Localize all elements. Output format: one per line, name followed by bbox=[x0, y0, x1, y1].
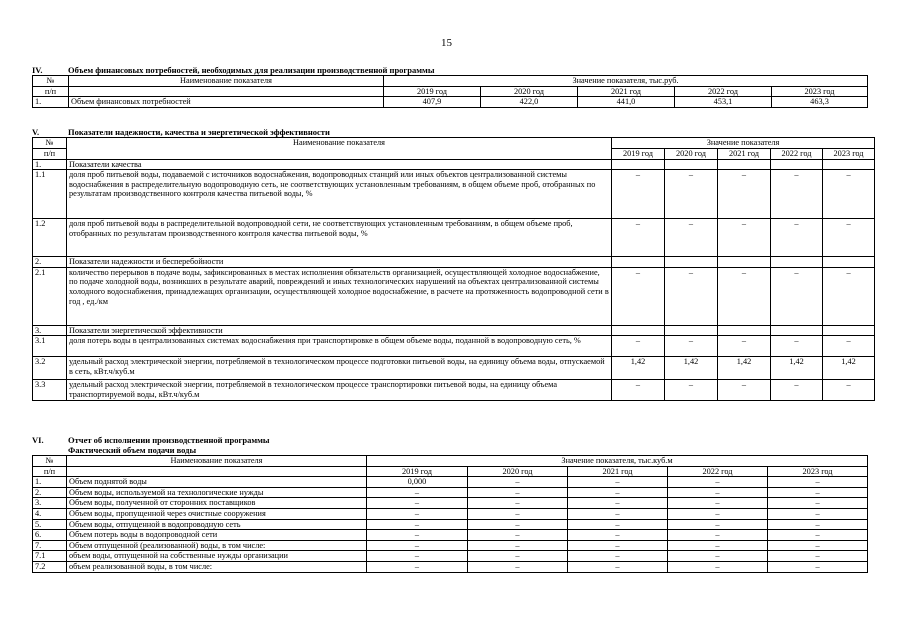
header-name: Наименование показателя bbox=[69, 76, 384, 87]
header-no-sub: п/п bbox=[33, 86, 69, 97]
section-subtitle: Фактический объем подачи воды bbox=[68, 445, 197, 455]
row-name: Показатели надежности и бесперебойности bbox=[67, 257, 612, 268]
value-cell: 1,42 bbox=[823, 357, 875, 380]
value-cell: – bbox=[468, 551, 568, 562]
value-cell: – bbox=[668, 519, 768, 530]
table-row bbox=[33, 97, 868, 108]
year-header: 2023 год bbox=[823, 148, 875, 159]
value-cell: 1,42 bbox=[718, 357, 771, 380]
section-program-report bbox=[32, 435, 868, 573]
value-cell: – bbox=[771, 170, 823, 219]
section-number: V. bbox=[32, 127, 40, 137]
table-row bbox=[33, 508, 868, 519]
value-cell: – bbox=[768, 508, 868, 519]
value-cell: – bbox=[668, 530, 768, 541]
section-financial-needs bbox=[32, 65, 868, 108]
value-cell: – bbox=[823, 380, 875, 401]
year-header: 2023 год bbox=[768, 466, 868, 477]
row-name: Объем воды, пропущенной через очистные сооружения bbox=[67, 508, 367, 519]
table-row bbox=[33, 357, 875, 380]
row-number: 2. bbox=[33, 257, 67, 268]
table-row bbox=[33, 498, 868, 509]
row-number: 4. bbox=[33, 508, 67, 519]
value-cell: – bbox=[768, 477, 868, 488]
table-row bbox=[33, 519, 868, 530]
section-heading bbox=[32, 435, 868, 445]
table-row bbox=[33, 530, 868, 541]
value-cell: – bbox=[612, 170, 665, 219]
section-number: IV. bbox=[32, 65, 43, 75]
value-cell: – bbox=[367, 508, 468, 519]
value-cell: – bbox=[468, 561, 568, 572]
value-cell: – bbox=[768, 530, 868, 541]
value-cell: – bbox=[771, 219, 823, 257]
section-heading bbox=[32, 127, 875, 137]
row-number: 7.1 bbox=[33, 551, 67, 562]
row-number: 3.1 bbox=[33, 336, 67, 357]
row-number: 1. bbox=[33, 97, 69, 108]
table-row bbox=[33, 561, 868, 572]
header-blank bbox=[67, 466, 367, 477]
row-number: 3. bbox=[33, 498, 67, 509]
reliability-table bbox=[32, 137, 875, 401]
row-number: 2.1 bbox=[33, 267, 67, 325]
row-name: Объем воды, полученной от сторонних поставщиков bbox=[67, 498, 367, 509]
value-cell: – bbox=[668, 487, 768, 498]
value-cell: – bbox=[823, 267, 875, 325]
row-number: 1. bbox=[33, 477, 67, 488]
header-no: № bbox=[33, 138, 67, 149]
row-name: объем воды, отпущенной на собственные нужды организации bbox=[67, 551, 367, 562]
value-cell: – bbox=[568, 519, 668, 530]
value-cell: – bbox=[665, 219, 718, 257]
header-no: № bbox=[33, 456, 67, 467]
value-cell: – bbox=[468, 487, 568, 498]
value-cell: – bbox=[468, 477, 568, 488]
section-title: Объем финансовых потребностей, необходимых для реализации производственной программы bbox=[68, 65, 435, 75]
value-cell: – bbox=[468, 530, 568, 541]
row-name: количество перерывов в подаче воды, зафиксированных в местах исполнения обязательств организацией, осуществляющей холодное водоснабжение, по подаче холодной воды, возникших в результате аварий, повреждений и иных технологических нарушений на объектах централизованной системы холодного водоснабжения, принадлежащих организации, осуществляющей холодное водоснабжение, в расчете на протяженность водопроводной сети в год , ед./км bbox=[67, 267, 612, 325]
year-header: 2023 год bbox=[772, 86, 868, 97]
value-cell: – bbox=[568, 498, 668, 509]
value-cell: – bbox=[668, 508, 768, 519]
row-name: доля проб питьевой воды, подаваемой с источников водоснабжения, водопроводных станций или иных объектов централизованной системы водоснабжения в распределительную водопроводную сеть, не соответствующих установленным требованиям, в общем объеме проб, отобранных по результатам производственного контроля качества питьевой воды, % bbox=[67, 170, 612, 219]
row-number: 7.2 bbox=[33, 561, 67, 572]
value-cell: – bbox=[367, 498, 468, 509]
value-cell: – bbox=[668, 498, 768, 509]
header-no: № bbox=[33, 76, 69, 87]
value-cell: – bbox=[568, 530, 668, 541]
row-name: доля проб питьевой воды в распределительной водопроводной сети, не соответствующих установленным требованиям, в общем объеме проб, отобранных по результатам производственного контроля качества питьевой воды, % bbox=[67, 219, 612, 257]
section-title: Отчет об исполнении производственной программы bbox=[68, 435, 270, 445]
value-cell: – bbox=[665, 380, 718, 401]
table-row bbox=[33, 551, 868, 562]
value-cell: – bbox=[665, 336, 718, 357]
value-cell: – bbox=[568, 561, 668, 572]
year-header: 2021 год bbox=[578, 86, 675, 97]
value-cell: 422,0 bbox=[481, 97, 578, 108]
row-name: Объем поднятой воды bbox=[67, 477, 367, 488]
value-cell: – bbox=[718, 380, 771, 401]
header-no-sub: п/п bbox=[33, 148, 67, 159]
value-cell: – bbox=[612, 336, 665, 357]
table-row bbox=[33, 336, 875, 357]
year-header: 2019 год bbox=[384, 86, 481, 97]
value-cell: 1,42 bbox=[612, 357, 665, 380]
year-header: 2019 год bbox=[367, 466, 468, 477]
value-cell: – bbox=[568, 487, 668, 498]
row-number: 3.2 bbox=[33, 357, 67, 380]
table-row bbox=[33, 380, 875, 401]
row-name: удельный расход электрической энергии, потребляемой в технологическом процессе подготовки питьевой воды, на единицу объема воды, отпускаемой в сеть, кВт.ч/куб.м bbox=[67, 357, 612, 380]
value-cell: – bbox=[568, 540, 668, 551]
row-name: Показатели качества bbox=[67, 159, 612, 170]
value-cell: – bbox=[823, 219, 875, 257]
row-name: доля потерь воды в централизованных системах водоснабжения при транспортировке в общем объеме воды, поданной в водопроводную сеть, % bbox=[67, 336, 612, 357]
section-number: VI. bbox=[32, 435, 44, 445]
header-name: Наименование показателя bbox=[67, 456, 367, 467]
value-cell: – bbox=[768, 498, 868, 509]
row-number: 5. bbox=[33, 519, 67, 530]
header-blank bbox=[69, 86, 384, 97]
value-cell: – bbox=[612, 267, 665, 325]
value-cell: – bbox=[768, 519, 868, 530]
value-cell: – bbox=[668, 540, 768, 551]
row-name: Объем воды, используемой на технологические нужды bbox=[67, 487, 367, 498]
row-number: 1.2 bbox=[33, 219, 67, 257]
value-cell: – bbox=[468, 519, 568, 530]
financial-needs-table bbox=[32, 75, 868, 108]
value-cell: – bbox=[665, 170, 718, 219]
row-number: 7. bbox=[33, 540, 67, 551]
value-cell: – bbox=[823, 336, 875, 357]
row-number: 1. bbox=[33, 159, 67, 170]
table-row bbox=[33, 219, 875, 257]
year-header: 2022 год bbox=[668, 466, 768, 477]
year-header: 2021 год bbox=[568, 466, 668, 477]
value-cell: – bbox=[668, 561, 768, 572]
value-cell: – bbox=[612, 380, 665, 401]
row-number: 2. bbox=[33, 487, 67, 498]
header-name: Наименование показателя bbox=[67, 138, 612, 160]
value-cell: – bbox=[718, 336, 771, 357]
header-value: Значение показателя bbox=[612, 138, 875, 149]
value-cell: – bbox=[367, 540, 468, 551]
value-cell: 0,000 bbox=[367, 477, 468, 488]
row-number: 1.1 bbox=[33, 170, 67, 219]
table-row bbox=[33, 540, 868, 551]
table-row bbox=[33, 487, 868, 498]
value-cell: – bbox=[668, 477, 768, 488]
row-name: Объем воды, отпущенной в водопроводную сеть bbox=[67, 519, 367, 530]
table-row bbox=[33, 325, 875, 336]
year-header: 2021 год bbox=[718, 148, 771, 159]
value-cell: – bbox=[665, 267, 718, 325]
year-header: 2020 год bbox=[481, 86, 578, 97]
value-cell: – bbox=[768, 540, 868, 551]
header-no-sub: п/п bbox=[33, 466, 67, 477]
header-value: Значение показателя, тыс.куб.м bbox=[367, 456, 868, 467]
value-cell: – bbox=[367, 519, 468, 530]
value-cell: – bbox=[367, 561, 468, 572]
row-number: 6. bbox=[33, 530, 67, 541]
table-row bbox=[33, 159, 875, 170]
value-cell: – bbox=[612, 219, 665, 257]
water-supply-table bbox=[32, 455, 868, 573]
section-heading bbox=[32, 65, 868, 75]
value-cell: 441,0 bbox=[578, 97, 675, 108]
value-cell: – bbox=[568, 551, 668, 562]
value-cell: – bbox=[568, 477, 668, 488]
year-header: 2019 год bbox=[612, 148, 665, 159]
year-header: 2022 год bbox=[771, 148, 823, 159]
value-cell: – bbox=[668, 551, 768, 562]
section-title: Показатели надежности, качества и энергетической эффективности bbox=[68, 127, 330, 137]
year-header: 2020 год bbox=[665, 148, 718, 159]
page-number: 15 bbox=[441, 37, 452, 49]
row-number: 3. bbox=[33, 325, 67, 336]
value-cell: – bbox=[468, 508, 568, 519]
row-name: Объем отпущенной (реализованной) воды, в том числе: bbox=[67, 540, 367, 551]
value-cell: – bbox=[768, 561, 868, 572]
year-header: 2022 год bbox=[675, 86, 772, 97]
value-cell: – bbox=[768, 487, 868, 498]
value-cell: – bbox=[568, 508, 668, 519]
value-cell: – bbox=[367, 530, 468, 541]
row-number: 3.3 bbox=[33, 380, 67, 401]
value-cell: 463,3 bbox=[772, 97, 868, 108]
year-header: 2020 год bbox=[468, 466, 568, 477]
row-name: Объем потерь воды в водопроводной сети bbox=[67, 530, 367, 541]
value-cell: – bbox=[367, 487, 468, 498]
value-cell: – bbox=[367, 551, 468, 562]
value-cell: – bbox=[718, 267, 771, 325]
value-cell: – bbox=[718, 219, 771, 257]
value-cell: 407,9 bbox=[384, 97, 481, 108]
header-value: Значение показателя, тыс.руб. bbox=[384, 76, 868, 87]
row-name: Объем финансовых потребностей bbox=[69, 97, 384, 108]
value-cell: – bbox=[823, 170, 875, 219]
value-cell: – bbox=[468, 540, 568, 551]
value-cell: – bbox=[771, 267, 823, 325]
section-reliability bbox=[32, 127, 875, 401]
value-cell: – bbox=[718, 170, 771, 219]
table-row bbox=[33, 170, 875, 219]
row-name: объем реализованной воды, в том числе: bbox=[67, 561, 367, 572]
table-row bbox=[33, 267, 875, 325]
value-cell: – bbox=[468, 498, 568, 509]
value-cell: – bbox=[768, 551, 868, 562]
value-cell: 1,42 bbox=[771, 357, 823, 380]
row-name: удельный расход электрической энергии, потребляемой в технологическом процессе транспортировки питьевой воды, на единицу объема транспортируемой воды, кВт.ч/куб.м bbox=[67, 380, 612, 401]
table-row bbox=[33, 257, 875, 268]
value-cell: – bbox=[771, 336, 823, 357]
row-name: Показатели энергетической эффективности bbox=[67, 325, 612, 336]
value-cell: – bbox=[771, 380, 823, 401]
value-cell: 453,1 bbox=[675, 97, 772, 108]
table-row bbox=[33, 477, 868, 488]
value-cell: 1,42 bbox=[665, 357, 718, 380]
